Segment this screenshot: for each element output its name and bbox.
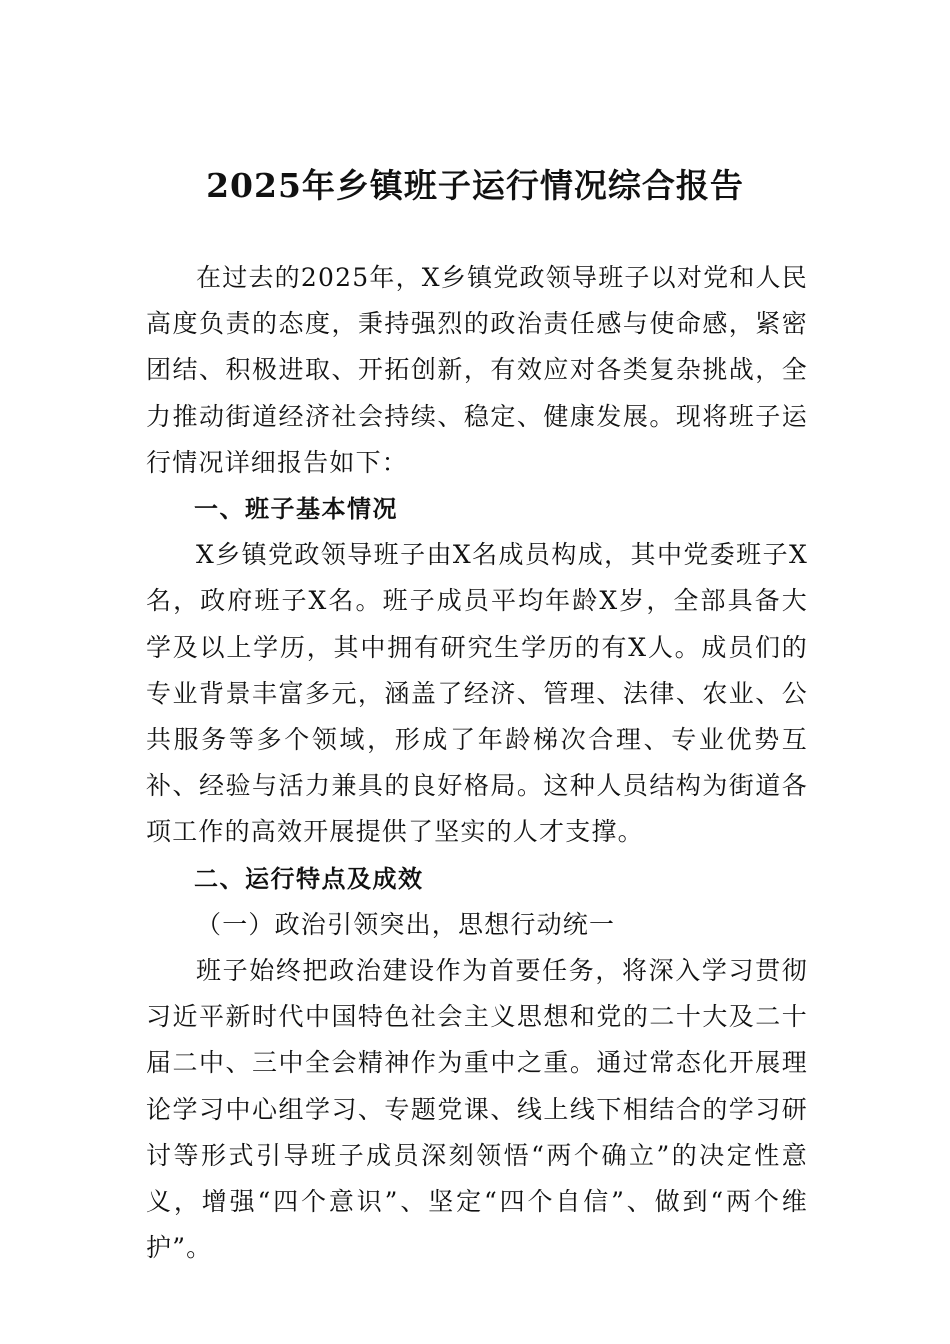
- intro-paragraph: 在过去的2025年，X乡镇党政领导班子以对党和人民高度负责的态度，秉持强烈的政治责任感与使命感，紧密团结、积极进取、开拓创新，有效应对各类复杂挑战，全力推动街道经济社会持续、稳定、健康发展。现将班子运行情况详细报告如下：: [146, 263, 808, 477]
- subsection-heading-political: （一）政治引领突出，思想行动统一: [196, 909, 616, 939]
- document-title: 2025年乡镇班子运行情况综合报告: [206, 166, 744, 205]
- political-paragraph: 班子始终把政治建设作为首要任务，将深入学习贯彻习近平新时代中国特色社会主义思想和党的二十大及二十届二中、三中全会精神作为重中之重。通过常态化开展理论学习中心组学习、专题党课、线上线下相结合的学习研讨等形式引导班子成员深刻领悟“两个确立”的决定性意义，增强“四个意识”、坚定“四个自信”、做到“两个维护”。: [146, 956, 808, 1263]
- document-body: [146, 255, 808, 1271]
- basic-info-paragraph: X乡镇党政领导班子由X名成员构成，其中党委班子X名，政府班子X名。班子成员平均年龄X岁，全部具备大学及以上学历，其中拥有研究生学历的有X人。成员们的专业背景丰富多元，涵盖了经济、管理、法律、农业、公共服务等多个领域，形成了年龄梯次合理、专业优势互补、经验与活力兼具的良好格局。这种人员结构为街道各项工作的高效开展提供了坚实的人才支撑。: [146, 540, 808, 847]
- section-heading-operation: 二、运行特点及成效: [194, 864, 424, 893]
- section-heading-basic-info: 一、班子基本情况: [194, 495, 398, 524]
